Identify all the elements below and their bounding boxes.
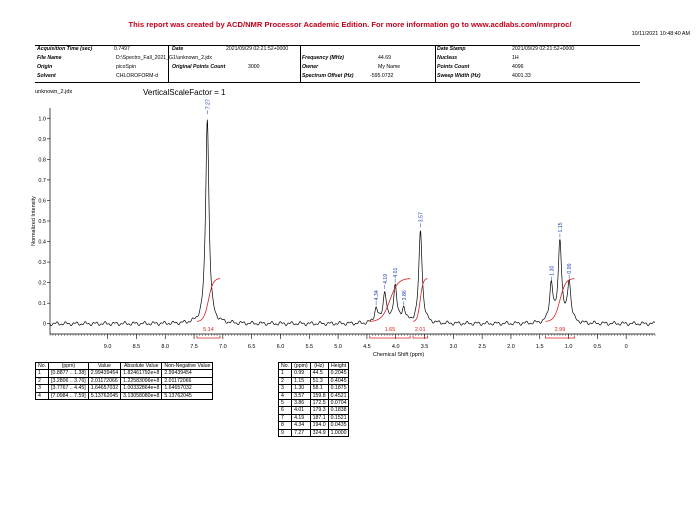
dataset-name: unknown_2.jdx (35, 89, 73, 95)
height-table-cell: 4.34 (292, 422, 311, 429)
height-table-cell: 187.1 (310, 414, 328, 421)
height-table-cell: 0.1875 (328, 385, 349, 392)
integral-table-cell: 2.99439454 (162, 370, 213, 377)
height-table-cell: 5 (279, 400, 292, 407)
integral-table-cell: 1.64657032 (162, 385, 213, 392)
sweep-value: 4001.33 (512, 73, 531, 79)
peak-label: 4.19 (382, 273, 389, 284)
height-table-cell: 0.99 (292, 370, 311, 377)
integral-table-row (36, 377, 213, 384)
integral-curve (413, 279, 427, 322)
height-table-header-cell: (ppm) (292, 363, 311, 370)
integral-table-row (36, 370, 213, 377)
height-table-cell: 6 (279, 407, 292, 414)
integral-table-cell: 4 (36, 392, 49, 399)
height-table-cell: 7.27 (292, 429, 311, 436)
height-table-header-cell: (Hz) (310, 363, 328, 370)
height-table-row (279, 429, 349, 436)
x-tick-label: 6.5 (247, 344, 256, 350)
nucleus-value: 1H (512, 55, 519, 61)
integral-value: 2.01 (414, 327, 426, 333)
y-tick-label: 0.7 (38, 177, 46, 184)
x-tick-label: 7.5 (190, 344, 198, 350)
y-tick-label: 0.5 (38, 219, 46, 225)
height-table-row (279, 422, 349, 429)
height-table-cell: 0.1521 (328, 414, 349, 421)
height-table-row (279, 377, 349, 384)
peak-label: 4.34 (374, 290, 381, 301)
height-table-cell: 1 (279, 370, 292, 377)
x-tick-label: 0.5 (593, 344, 602, 350)
x-tick-label: 1.5 (535, 344, 544, 350)
height-table-cell: 3.86 (292, 400, 311, 407)
report-timestamp: 10/11/2021 10:48:40 AM (631, 31, 690, 37)
points-value: 4096 (512, 64, 524, 70)
integral-table-cell: 1.22583096e+8 (121, 377, 162, 384)
height-table-cell: 58.1 (310, 385, 328, 392)
integral-table-cell: [3.2806 .. 3.76] (49, 377, 89, 384)
height-table-row (279, 414, 349, 421)
y-tick-label: 1.0 (38, 116, 46, 123)
height-table-cell: 0.4045 (328, 377, 349, 384)
integral-table-cell: 2.01172066 (162, 377, 213, 384)
height-table-cell: 8 (279, 422, 292, 429)
x-axis-title: Chemical Shift (ppm) (372, 352, 425, 358)
peak-label: 4.01 (393, 267, 400, 278)
integral-table-cell: [7.0984 .. 7.59] (49, 392, 89, 399)
peak-label: 3.86 (401, 290, 408, 301)
height-table-cell: 0.0704 (328, 400, 349, 407)
date-stamp-label: Date Stamp (437, 46, 466, 52)
peak-label: 1.15 (557, 222, 564, 233)
x-tick-label: 4.0 (391, 344, 400, 350)
integral-table-cell: 1.82461792e+8 (121, 370, 162, 377)
height-table-row (279, 385, 349, 392)
x-tick-label: 7.0 (219, 344, 227, 350)
report-banner: This report was created by ACD/NMR Processor Academic Edition. For more information go to www.acdlabs.com/nmrproc/ (128, 20, 572, 29)
y-tick-label: 0.2 (38, 280, 46, 287)
integral-table-cell: 1.00332864e+8 (121, 385, 162, 392)
height-table-row (279, 407, 349, 414)
orig-points-value: 3000 (248, 64, 260, 70)
integral-table-cell: 3.13058080e+8 (121, 392, 162, 399)
y-tick-label: 0.3 (38, 260, 46, 267)
integral-table-cell: 3 (36, 385, 49, 392)
integral-table-header-cell: Value (88, 363, 120, 370)
origin-label: Origin (37, 64, 53, 70)
height-table-cell: 0.1838 (328, 407, 349, 414)
integral-bracket (413, 336, 427, 338)
x-tick-label: 1.0 (564, 344, 573, 350)
x-tick-label: 2.0 (507, 344, 515, 350)
height-table-cell: 159.8 (310, 392, 328, 399)
height-table-cell: 3 (279, 385, 292, 392)
x-tick-label: 8.0 (161, 344, 170, 350)
height-table-cell: 4 (279, 392, 292, 399)
integral-table-cell: 1.64657032 (88, 385, 120, 392)
x-tick-label: 5.5 (305, 344, 314, 350)
peak-label: 1.30 (549, 265, 556, 276)
spectrum-line (50, 120, 655, 326)
peak-label: 0.99 (567, 263, 574, 274)
nucleus-label: Nucleus (437, 55, 458, 61)
offset-label: Spectrum Offset (Hz) (302, 73, 354, 79)
x-tick-label: 6.0 (276, 344, 285, 350)
peak-label: 7.27 (205, 99, 212, 110)
integral-bracket (197, 336, 220, 338)
y-tick-label: 0.4 (38, 239, 46, 246)
x-tick-label: 3.0 (449, 344, 458, 350)
solvent-value: CHLOROFORM-d (116, 73, 159, 79)
acq-time-value: 0.7497 (114, 46, 130, 52)
peak-label: 3.57 (418, 212, 425, 223)
peak-height-table (278, 362, 349, 437)
x-tick-label: 3.5 (420, 344, 429, 350)
sweep-label: Sweep Width (Hz) (437, 73, 481, 79)
integral-table-cell: 2.01172066 (88, 377, 120, 384)
height-table-cell: 3.57 (292, 392, 311, 399)
owner-value: My Name (378, 64, 401, 70)
integral-table-cell: 5.13762045 (88, 392, 120, 399)
integral-table (35, 362, 213, 400)
height-table-cell: 51.3 (310, 377, 328, 384)
height-table-cell: 44.5 (310, 370, 328, 377)
integral-table-cell: [0.8877 .. 1.38] (49, 370, 89, 377)
date-label: Date (172, 46, 184, 52)
integral-table-header-cell: No. (36, 363, 49, 370)
height-table-cell: 4.19 (292, 414, 311, 421)
height-table-cell: 172.5 (310, 400, 328, 407)
x-tick-label: 9.0 (103, 344, 112, 350)
y-tick-label: 0.8 (38, 157, 46, 164)
owner-label: Owner (302, 64, 319, 70)
origin-value: picoSpin (116, 64, 136, 70)
integral-table-cell: 1 (36, 370, 49, 377)
integral-table-cell: 2.99439454 (88, 370, 120, 377)
y-axis-title: Normalized Intensity (31, 196, 37, 246)
height-table-cell: 1.0000 (328, 429, 349, 436)
freq-label: Frequency (MHz) (302, 55, 344, 61)
integral-table-cell: [3.7767 .. 4.45] (49, 385, 89, 392)
points-label: Points Count (437, 64, 470, 70)
height-table-cell: 7 (279, 414, 292, 421)
height-table-header-cell: No. (279, 363, 292, 370)
height-table-cell: 9 (279, 429, 292, 436)
integral-value: 1.65 (384, 327, 396, 333)
freq-value: 44.69 (378, 55, 391, 61)
file-label: File Name (37, 55, 62, 61)
x-tick-label: 0 (624, 344, 628, 350)
height-table-cell: 1.15 (292, 377, 311, 384)
y-tick-label: 0.9 (38, 136, 46, 143)
integral-table-header-cell: Absolute Value (121, 363, 162, 370)
height-table-cell: 4.01 (292, 407, 311, 414)
height-table-cell: 0.0435 (328, 422, 349, 429)
date-value: 2021/09/29 02:21:52+0000 (226, 46, 289, 52)
vertical-scale-label: VerticalScaleFactor = 1 (143, 88, 226, 97)
y-tick-label: 0.6 (38, 198, 46, 205)
acq-time-label: Acquisition Time (sec) (37, 46, 93, 52)
orig-points-label: Original Points Count (172, 64, 226, 70)
integral-table-cell: 2 (36, 377, 49, 384)
offset-value: -595.0732 (370, 73, 394, 79)
integral-table-row (36, 385, 213, 392)
height-table-cell: 0.4521 (328, 392, 349, 399)
y-tick-label: 0 (42, 321, 46, 328)
x-tick-label: 4.5 (363, 344, 371, 350)
height-table-cell: 324.9 (310, 429, 328, 436)
height-table-cell: 194.0 (310, 422, 328, 429)
integral-bracket (546, 336, 575, 338)
x-tick-label: 2.5 (478, 344, 486, 350)
height-table-row (279, 370, 349, 377)
file-value: D:\Spectro_Fall_2021_G1\unknown_2.jdx (116, 55, 213, 61)
height-table-header-cell: Height (328, 363, 349, 370)
height-table-cell: 0.2045 (328, 370, 349, 377)
integral-bracket (370, 336, 410, 338)
integral-table-row (36, 392, 213, 399)
date-stamp-value: 2021/09/29 02:21:52+0000 (512, 46, 575, 52)
height-table-cell: 179.3 (310, 407, 328, 414)
integral-value: 2.99 (554, 327, 566, 333)
height-table-cell: 1.30 (292, 385, 311, 392)
y-tick-label: 0.1 (38, 301, 46, 308)
integral-table-cell: 5.13762045 (162, 392, 213, 399)
height-table-row (279, 392, 349, 399)
height-table-cell: 2 (279, 377, 292, 384)
integral-table-header-cell: (ppm) (49, 363, 89, 370)
height-table-row (279, 400, 349, 407)
solvent-label: Solvent (37, 73, 56, 79)
integral-table-header-cell: Non-Negative Value (162, 363, 213, 370)
x-tick-label: 5.0 (334, 344, 342, 350)
x-tick-label: 8.5 (132, 344, 141, 350)
integral-value: 5.14 (203, 327, 214, 333)
